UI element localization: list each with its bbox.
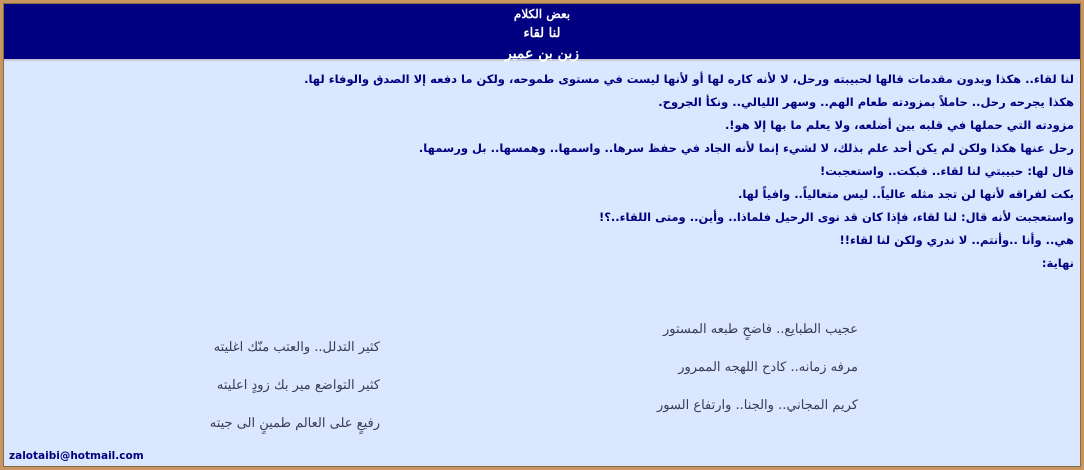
poem-verse: كثير التواضع مير بك زودٍ اعليته bbox=[216, 378, 380, 393]
poem-verse: مرفه زمانه.. كادح اللهجه الممرور bbox=[678, 360, 858, 375]
poem-verse: رفيعٍ على العالم طمينٍ الى جيته bbox=[209, 416, 380, 431]
ending-label: نهاية: bbox=[1041, 256, 1074, 270]
poem-verse: كريم المجاني.. والجنا.. وارتفاع السور bbox=[657, 398, 858, 413]
paragraph: واستعجبت لأنه قال: لنا لقاء، فإذا كان قد نوى الرحيل فلماذا.. وأين.. ومتى اللقاء..؟! bbox=[599, 210, 1074, 224]
author-email-link[interactable]: zalotaibi@hotmail.com bbox=[9, 450, 144, 462]
author-name: زبن بن عمير bbox=[504, 46, 579, 62]
paragraph: قال لها: حبيبتي لنا لقاء.. فبكت.. واستعجبت! bbox=[819, 164, 1074, 178]
paragraph: مزودته التي حملها في قلبه بين أضلعه، ولا يعلم ما بها إلا هو!. bbox=[724, 118, 1074, 132]
section-title: بعض الكلام bbox=[513, 7, 571, 21]
header-banner bbox=[4, 4, 1080, 61]
article-title: لنا لقاء bbox=[523, 26, 561, 41]
article-body bbox=[14, 68, 1074, 275]
page-frame bbox=[3, 3, 1081, 467]
poem-verse: كثير التدلل.. والعتب منّك اغليته bbox=[213, 340, 380, 355]
paragraph: رحل عنها هكذا ولكن لم يكن أحد علم بذلك، لا لشيء إنما لأنه الجاد في حفظ سرها.. واسمها.. وهمسها.. بل ورسمها. bbox=[418, 141, 1074, 155]
poem-verse: عجيب الطبايع.. فاضحٍ طبعه المستور bbox=[662, 322, 858, 337]
paragraph: لنا لقاء.. هكذا وبدون مقدمات قالها لحبيبته ورحل، لا لأنه كاره لها أو لأنها ليست في مستوى طموحه، ولكن ما دفعه إلا الصدق والوفاء لها. bbox=[304, 72, 1074, 86]
paragraph: بكت لفراقه لأنها لن تجد مثله عالياً.. ليس متعالياً.. وافياً لها. bbox=[737, 187, 1074, 201]
paragraph: هي.. وأنا ..وأنتم.. لا ندري ولكن لنا لقاء!! bbox=[839, 233, 1074, 247]
paragraph: هكذا يجرحه رحل.. حاملاً بمزودته طعام الهم.. وسهر الليالي.. ونكأ الجروح. bbox=[658, 95, 1074, 109]
